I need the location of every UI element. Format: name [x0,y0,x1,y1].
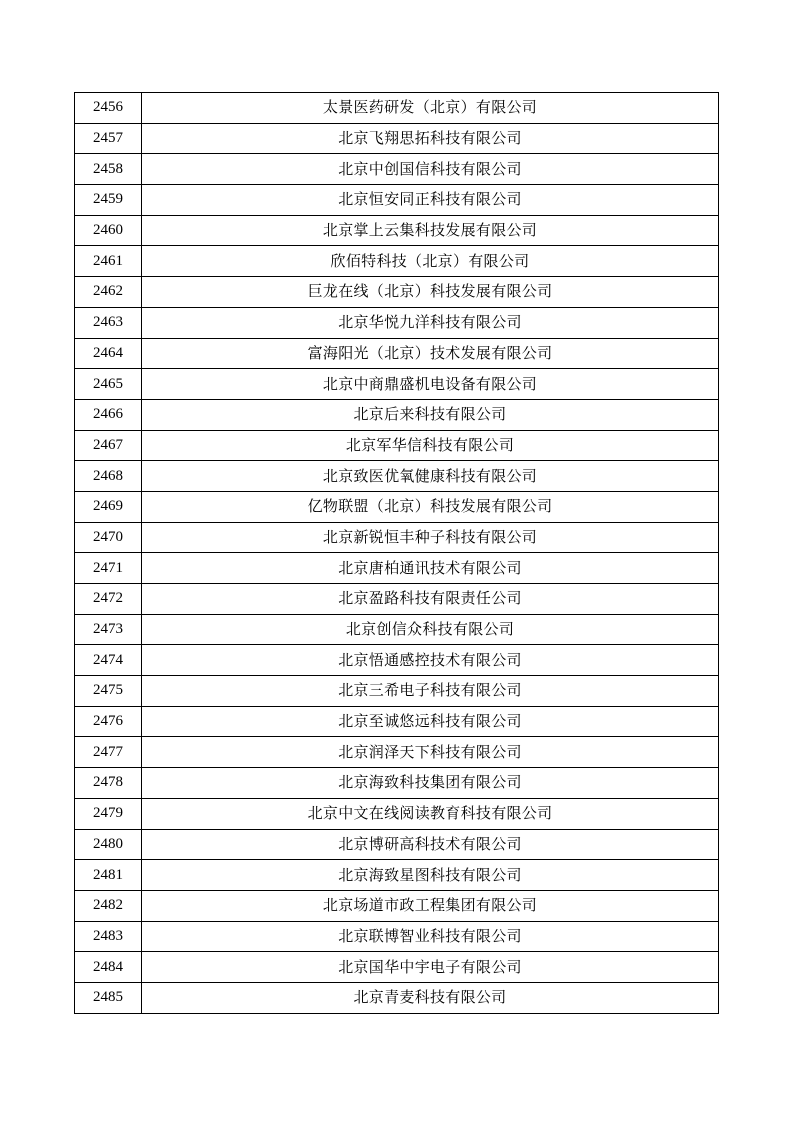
row-number-cell: 2484 [75,952,142,983]
row-number-cell: 2478 [75,768,142,799]
table-row [75,676,719,707]
row-number-cell: 2473 [75,614,142,645]
table-row [75,798,719,829]
row-number-cell: 2464 [75,338,142,369]
company-name-cell: 富海阳光（北京）技术发展有限公司 [142,338,719,369]
table-row [75,706,719,737]
table-row [75,982,719,1013]
row-number-cell: 2465 [75,369,142,400]
company-name-cell: 北京三希电子科技有限公司 [142,676,719,707]
table-row [75,123,719,154]
row-number-cell: 2459 [75,185,142,216]
table-row [75,430,719,461]
table-row [75,522,719,553]
row-number-cell: 2479 [75,798,142,829]
row-number-cell: 2456 [75,93,142,124]
company-name-cell: 北京至诚悠远科技有限公司 [142,706,719,737]
table-row [75,461,719,492]
table-row [75,338,719,369]
table-row [75,93,719,124]
company-name-cell: 北京润泽天下科技有限公司 [142,737,719,768]
table-row [75,185,719,216]
table-row [75,921,719,952]
company-name-cell: 北京恒安同正科技有限公司 [142,185,719,216]
table-row [75,215,719,246]
table-row [75,860,719,891]
table-row [75,491,719,522]
company-name-cell: 太景医药研发（北京）有限公司 [142,93,719,124]
table-row [75,584,719,615]
company-name-cell: 亿物联盟（北京）科技发展有限公司 [142,491,719,522]
row-number-cell: 2461 [75,246,142,277]
company-name-cell: 北京悟通感控技术有限公司 [142,645,719,676]
row-number-cell: 2482 [75,890,142,921]
row-number-cell: 2476 [75,706,142,737]
company-list-body [75,93,719,1014]
company-name-cell: 北京海致科技集团有限公司 [142,768,719,799]
row-number-cell: 2477 [75,737,142,768]
company-name-cell: 北京致医优氧健康科技有限公司 [142,461,719,492]
table-row [75,307,719,338]
table-row [75,952,719,983]
row-number-cell: 2475 [75,676,142,707]
company-name-cell: 北京掌上云集科技发展有限公司 [142,215,719,246]
company-name-cell: 北京唐柏通讯技术有限公司 [142,553,719,584]
table-row [75,399,719,430]
row-number-cell: 2460 [75,215,142,246]
company-name-cell: 欣佰特科技（北京）有限公司 [142,246,719,277]
row-number-cell: 2474 [75,645,142,676]
table-row [75,645,719,676]
company-name-cell: 北京新锐恒丰种子科技有限公司 [142,522,719,553]
table-row [75,829,719,860]
company-list-table [74,92,719,1014]
company-name-cell: 北京中文在线阅读教育科技有限公司 [142,798,719,829]
table-row [75,614,719,645]
table-row [75,369,719,400]
table-row [75,277,719,308]
company-name-cell: 北京博研高科技术有限公司 [142,829,719,860]
row-number-cell: 2470 [75,522,142,553]
row-number-cell: 2457 [75,123,142,154]
company-name-cell: 北京盈路科技有限责任公司 [142,584,719,615]
row-number-cell: 2480 [75,829,142,860]
company-name-cell: 北京飞翔思拓科技有限公司 [142,123,719,154]
table-row [75,246,719,277]
table-row [75,737,719,768]
row-number-cell: 2469 [75,491,142,522]
row-number-cell: 2463 [75,307,142,338]
row-number-cell: 2472 [75,584,142,615]
row-number-cell: 2468 [75,461,142,492]
company-name-cell: 北京海致星图科技有限公司 [142,860,719,891]
table-row [75,768,719,799]
company-name-cell: 北京军华信科技有限公司 [142,430,719,461]
table-row [75,890,719,921]
table-row [75,553,719,584]
company-name-cell: 北京场道市政工程集团有限公司 [142,890,719,921]
row-number-cell: 2485 [75,982,142,1013]
company-name-cell: 巨龙在线（北京）科技发展有限公司 [142,277,719,308]
company-name-cell: 北京创信众科技有限公司 [142,614,719,645]
company-name-cell: 北京青麦科技有限公司 [142,982,719,1013]
company-name-cell: 北京国华中宇电子有限公司 [142,952,719,983]
company-name-cell: 北京联博智业科技有限公司 [142,921,719,952]
table-row [75,154,719,185]
row-number-cell: 2462 [75,277,142,308]
company-name-cell: 北京后来科技有限公司 [142,399,719,430]
company-name-cell: 北京中创国信科技有限公司 [142,154,719,185]
row-number-cell: 2483 [75,921,142,952]
row-number-cell: 2467 [75,430,142,461]
row-number-cell: 2471 [75,553,142,584]
company-name-cell: 北京中商鼎盛机电设备有限公司 [142,369,719,400]
row-number-cell: 2481 [75,860,142,891]
company-name-cell: 北京华悦九洋科技有限公司 [142,307,719,338]
row-number-cell: 2466 [75,399,142,430]
row-number-cell: 2458 [75,154,142,185]
